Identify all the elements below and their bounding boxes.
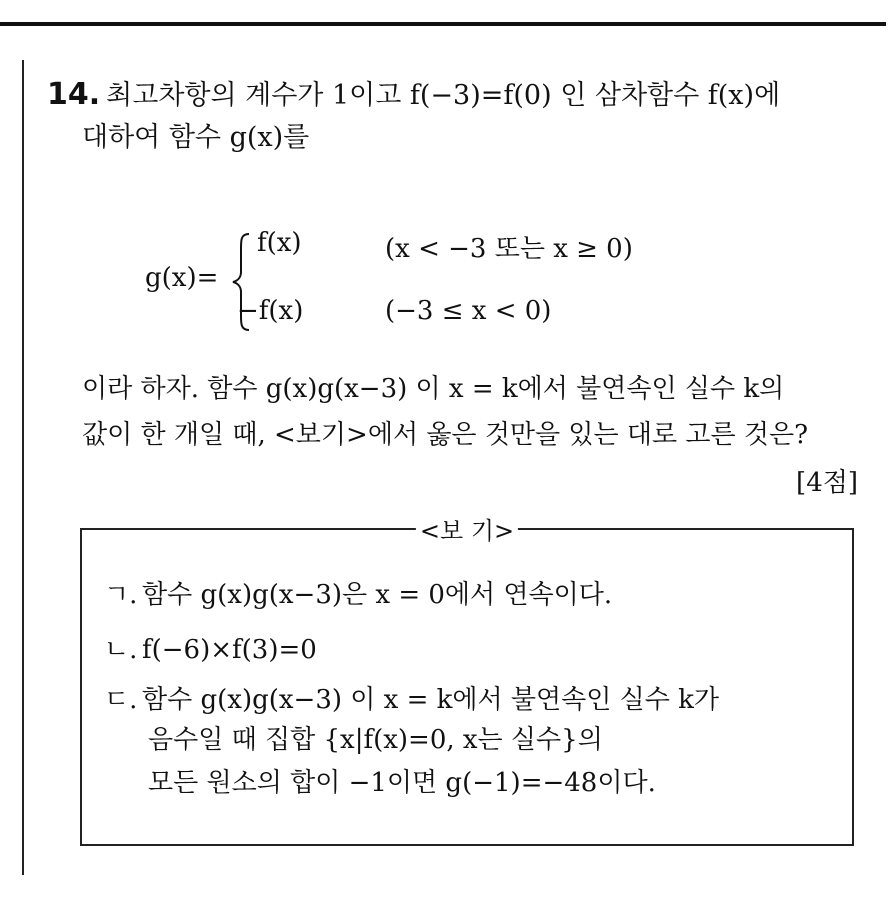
body-line-2: 값이 한 개일 때, <보기>에서 옳은 것만을 있는 대로 고른 것은? [82,420,809,450]
left-margin-rule [22,60,24,875]
bogi-title: <보 기> [416,511,518,546]
bogi-text-3: 함수 g(x)g(x−3) 이 x = k에서 불연속인 실수 k가 [142,685,719,715]
piecewise-definition [145,228,705,338]
bogi-item-3-line-3: 모든 원소의 합이 −1이면 g(−1)=−48이다. [148,768,656,798]
case-1-condition: (x < −3 또는 x ≥ 0) [385,234,633,264]
bogi-mark-3: ㄷ. [104,685,138,715]
bogi-mark-1: ㄱ. [104,580,138,610]
question-number: 14. [47,77,101,112]
bogi-box [80,517,854,846]
top-rule [0,22,886,26]
case-1-expression: f(x) [257,228,302,258]
bogi-item-1 [104,578,612,612]
question-text-1: 최고차항의 계수가 1이고 f(−3)=f(0) 인 삼차함수 f(x)에 [106,80,781,111]
bogi-item-2 [104,633,317,667]
bogi-item-3 [104,683,719,717]
points-label: [4점] [796,468,858,498]
bogi-item-3-line-2: 음수일 때 집합 {x|f(x)=0, x는 실수}의 [148,725,603,755]
question-line-2: 대하여 함수 g(x)를 [82,122,310,153]
body-line-1: 이라 하자. 함수 g(x)g(x−3) 이 x = k에서 불연속인 실수 k의 [82,374,785,404]
bogi-mark-2: ㄴ. [104,635,138,665]
case-2-condition: (−3 ≤ x < 0) [385,296,552,326]
bogi-text-1: 함수 g(x)g(x−3)은 x = 0에서 연속이다. [142,580,613,610]
bogi-text-2: f(−6)×f(3)=0 [142,635,317,665]
question-line-1 [47,77,780,114]
case-2-expression: −f(x) [237,296,304,326]
piecewise-lhs: g(x)= [145,263,219,293]
